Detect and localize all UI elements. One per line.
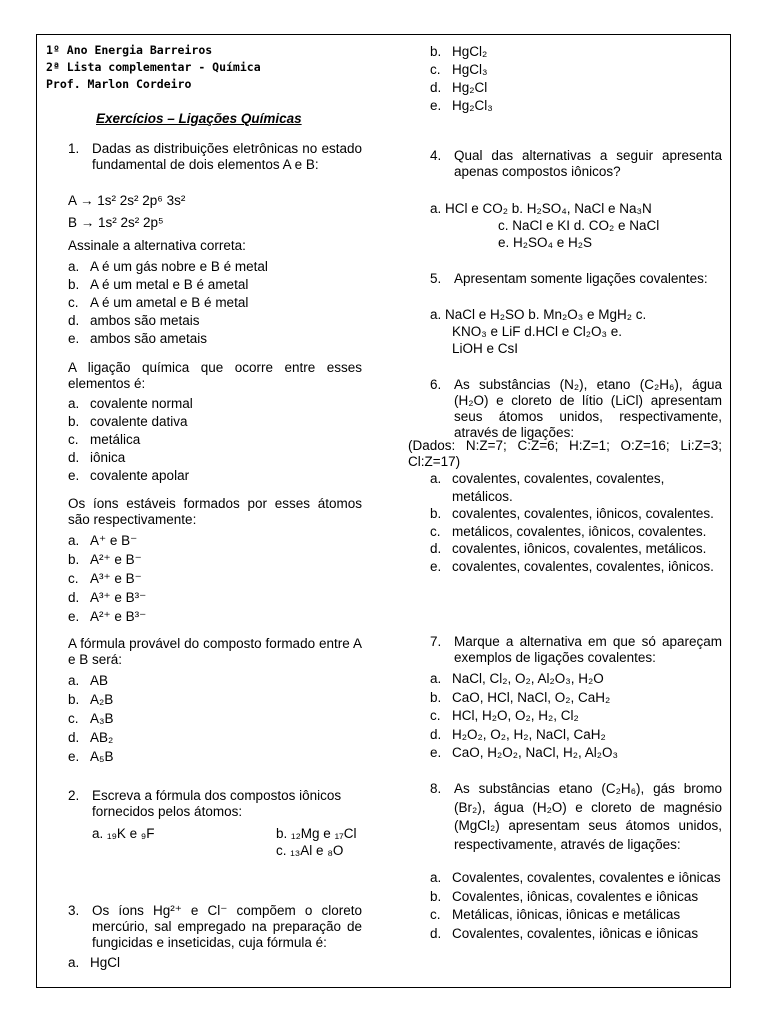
option-label: e. bbox=[430, 98, 442, 113]
option[interactable] bbox=[68, 607, 146, 626]
option-text: Hg₂Cl bbox=[452, 80, 488, 95]
option[interactable] bbox=[68, 728, 114, 747]
option-label: a. bbox=[68, 259, 80, 274]
option-text: iônica bbox=[90, 450, 126, 465]
option[interactable] bbox=[430, 925, 722, 944]
q2-stem bbox=[68, 788, 362, 820]
q5-options-line1[interactable]: a. NaCl e H₂SO b. Mn₂O₃ e MgH₂ c. bbox=[430, 307, 647, 322]
header-line-class: 1º Ano Energia Barreiros bbox=[46, 43, 213, 57]
option-text: A²⁺ e B⁻ bbox=[90, 552, 142, 567]
option-label: c. bbox=[68, 432, 79, 447]
option-text: covalente dativa bbox=[90, 414, 188, 429]
q6-number: 6. bbox=[430, 377, 442, 392]
q3-number: 3. bbox=[68, 903, 80, 918]
option-text: metálicos, covalentes, iônicos, covalentes. bbox=[452, 523, 707, 539]
q1-text: Dadas as distribuições eletrônicas no estado fundamental de dois elementos A e B: bbox=[92, 141, 362, 172]
option-label: c. bbox=[430, 907, 441, 922]
option-text: covalente apolar bbox=[90, 468, 190, 483]
option-label: c. bbox=[68, 295, 79, 310]
option-text: Hg₂Cl₃ bbox=[452, 98, 493, 113]
q2-item-b: b. ₁₂Mg e ₁₇Cl bbox=[276, 826, 357, 841]
option-label: b. bbox=[430, 888, 442, 904]
option[interactable] bbox=[430, 97, 493, 115]
option[interactable] bbox=[430, 79, 493, 97]
option-label: d. bbox=[68, 313, 80, 328]
option-label: c. bbox=[430, 708, 441, 723]
option-label: b. bbox=[430, 689, 442, 705]
option[interactable] bbox=[430, 689, 618, 708]
option-text: AB bbox=[90, 673, 109, 688]
q4-options-line1[interactable]: a. HCl e CO₂ b. H₂SO₄, NaCl e Na₃N bbox=[430, 201, 652, 216]
q4-options-line2[interactable]: c. NaCl e KI d. CO₂ e NaCl bbox=[498, 218, 660, 233]
option[interactable] bbox=[430, 906, 722, 925]
option-text: CaO, H₂O₂, NaCl, H₂, Al₂O₃ bbox=[452, 745, 618, 760]
q2-item-c: c. ₁₃Al e ₈O bbox=[276, 843, 344, 858]
q4-number: 4. bbox=[430, 148, 442, 163]
option-label: c. bbox=[68, 711, 79, 726]
option-label: a. bbox=[68, 533, 80, 548]
q2-text: Escreva a fórmula dos compostos iônicos fornecidos pelos átomos: bbox=[92, 788, 342, 819]
q4-stem bbox=[430, 148, 722, 180]
option[interactable] bbox=[68, 550, 146, 569]
option-label: a. bbox=[68, 673, 80, 688]
option-text: A é um ametal e B é metal bbox=[90, 295, 249, 310]
option-label: b. bbox=[68, 277, 80, 292]
page-title: Exercícios – Ligações Químicas bbox=[96, 111, 302, 126]
option-text: A é um metal e B é ametal bbox=[90, 277, 249, 292]
header bbox=[46, 42, 261, 93]
option-text: Covalentes, iônicas, covalentes e iônicas bbox=[452, 888, 699, 904]
option-text: HgCl₂ bbox=[452, 44, 488, 59]
q2-item-a: a. ₁₉K e ₉F bbox=[92, 826, 155, 841]
q1-part4-prompt: A fórmula provável do composto formado entre A e B será: bbox=[68, 636, 362, 667]
q7-options bbox=[430, 670, 618, 763]
option-text: covalentes, iônicos, covalentes, metálicos. bbox=[452, 541, 707, 556]
option-label: e. bbox=[68, 609, 80, 624]
option[interactable] bbox=[68, 258, 268, 276]
q4-options bbox=[430, 200, 722, 251]
option[interactable] bbox=[68, 449, 193, 467]
q8-stem bbox=[430, 780, 722, 854]
q6-dados: (Dados: N:Z=7; C:Z=6; H:Z=1; O:Z=16; Li:Z=3; Cl:Z=17) bbox=[408, 438, 722, 469]
option-label: d. bbox=[68, 450, 80, 465]
option-text: covalentes, covalentes, iônicos, covalentes. bbox=[452, 506, 714, 521]
q5-stem bbox=[430, 271, 722, 287]
option-label: e. bbox=[430, 745, 442, 760]
q6-options bbox=[430, 470, 722, 575]
q2-number: 2. bbox=[68, 788, 80, 803]
q8-options bbox=[430, 869, 722, 943]
q5-options-line2[interactable]: KNO₃ e LiF d.HCl e Cl₂O₃ e. bbox=[452, 324, 623, 339]
option-label: d. bbox=[430, 80, 442, 95]
q4-options-line3[interactable]: e. H₂SO₄ e H₂S bbox=[498, 235, 593, 250]
option-text: A²⁺ e B³⁻ bbox=[90, 609, 147, 624]
option[interactable] bbox=[68, 588, 146, 607]
q1-part1-prompt: Assinale a alternativa correta: bbox=[68, 238, 246, 253]
option[interactable] bbox=[430, 888, 722, 907]
option-text: covalente normal bbox=[90, 396, 193, 411]
option[interactable] bbox=[430, 744, 618, 763]
option[interactable] bbox=[430, 61, 493, 79]
option[interactable] bbox=[430, 43, 493, 61]
option[interactable] bbox=[68, 467, 193, 485]
option-text: ambos são ametais bbox=[90, 331, 208, 346]
option-text: HgCl₃ bbox=[452, 62, 488, 77]
q3-options-cont bbox=[430, 43, 493, 115]
option-label: d. bbox=[68, 730, 80, 745]
q3-stem bbox=[68, 903, 362, 951]
option-label: a. bbox=[430, 471, 442, 486]
option[interactable] bbox=[430, 540, 722, 558]
option-text: A³⁺ e B⁻ bbox=[90, 571, 142, 586]
option-text: HgCl bbox=[90, 955, 121, 970]
option-label: e. bbox=[68, 468, 80, 483]
option-label: b. bbox=[68, 552, 80, 567]
q7-number: 7. bbox=[430, 634, 442, 649]
option[interactable] bbox=[430, 670, 618, 689]
option-label: d. bbox=[430, 925, 442, 941]
header-line-teacher: Prof. Marlon Cordeiro bbox=[46, 77, 192, 91]
option-label: e. bbox=[68, 331, 80, 346]
option-text: A³⁺ e B³⁻ bbox=[90, 590, 147, 605]
q1-part3-options bbox=[68, 531, 146, 626]
option-label: b. bbox=[430, 506, 442, 521]
option-text: A⁺ e B⁻ bbox=[90, 533, 138, 548]
option[interactable] bbox=[68, 747, 114, 766]
option[interactable] bbox=[68, 955, 120, 971]
q1-part2-prompt: A ligação química que ocorre entre esses elementos é: bbox=[68, 360, 362, 391]
option-label: a. bbox=[68, 396, 80, 411]
option[interactable] bbox=[68, 569, 146, 588]
q1-config-a: A → 1s² 2s² 2p⁶ 3s² bbox=[68, 193, 186, 208]
option-text: A₃B bbox=[90, 711, 114, 726]
option[interactable] bbox=[68, 690, 114, 709]
q1-part3-prompt: Os íons estáveis formados por esses átomos são respectivamente: bbox=[68, 496, 362, 527]
q1-config-b: B → 1s² 2s² 2p⁵ bbox=[68, 215, 164, 230]
option-label: e. bbox=[68, 749, 80, 764]
option-text: NaCl, Cl₂, O₂, Al₂O₃, H₂O bbox=[452, 671, 604, 686]
option-text: metálica bbox=[90, 432, 141, 447]
option-label: c. bbox=[430, 523, 441, 539]
option-label: a. bbox=[68, 955, 80, 970]
q4-text: Qual das alternativas a seguir apresenta apenas compostos iônicos? bbox=[454, 148, 722, 179]
option-text: A₅B bbox=[90, 749, 114, 764]
option[interactable] bbox=[68, 294, 268, 312]
option-label: d. bbox=[68, 590, 80, 605]
option-label: a. bbox=[430, 870, 442, 885]
q1-part1-options bbox=[68, 258, 268, 348]
option[interactable] bbox=[430, 707, 618, 726]
option[interactable] bbox=[68, 709, 114, 728]
q5-options bbox=[430, 306, 722, 357]
option-label: e. bbox=[430, 558, 442, 574]
option-label: a. bbox=[430, 671, 442, 686]
q1-part2-options bbox=[68, 395, 193, 485]
option-label: b. bbox=[430, 44, 442, 59]
q7-text: Marque a alternativa em que só apareçam exemplos de ligações covalentes: bbox=[454, 634, 722, 665]
q5-options-line3[interactable]: LiOH e CsI bbox=[452, 341, 519, 356]
option[interactable] bbox=[68, 312, 268, 330]
q3-text: Os íons Hg²⁺ e Cl⁻ compõem o cloreto mercúrio, sal empregado na preparação de fungicidas e inseticidas, cuja fórmula é: bbox=[92, 903, 362, 950]
option[interactable] bbox=[68, 671, 114, 690]
option-text: covalentes, covalentes, covalentes, metálicos. bbox=[452, 471, 665, 504]
option[interactable] bbox=[430, 869, 722, 888]
option[interactable] bbox=[68, 395, 193, 413]
option-label: d. bbox=[430, 726, 442, 742]
option[interactable] bbox=[68, 330, 268, 348]
option-label: b. bbox=[68, 414, 80, 429]
option[interactable] bbox=[68, 413, 193, 431]
q1-stem bbox=[68, 141, 362, 173]
option[interactable] bbox=[430, 726, 618, 745]
option[interactable] bbox=[430, 523, 722, 541]
q7-stem bbox=[430, 634, 722, 666]
option[interactable] bbox=[430, 505, 722, 523]
option-text: Covalentes, covalentes, covalentes e iônicas bbox=[452, 870, 721, 885]
option[interactable] bbox=[430, 558, 722, 576]
header-line-list: 2ª Lista complementar - Química bbox=[46, 60, 261, 74]
q6-text: As substâncias (N₂), etano (C₂H₆), água (H₂O) e cloreto de lítio (LiCl) apresentam seus átomos unidos, respectivamente, através de ligações: bbox=[454, 377, 722, 440]
q8-number: 8. bbox=[430, 781, 442, 796]
q5-number: 5. bbox=[430, 271, 442, 286]
option-text: A₂B bbox=[90, 692, 114, 707]
q6-stem bbox=[430, 377, 722, 441]
option-text: A é um gás nobre e B é metal bbox=[90, 259, 268, 274]
option[interactable] bbox=[68, 276, 268, 294]
q5-text: Apresentam somente ligações covalentes: bbox=[454, 271, 708, 286]
option-label: d. bbox=[430, 541, 442, 556]
q1-part4-options bbox=[68, 671, 114, 766]
option-text: AB₂ bbox=[90, 730, 114, 745]
option-label: c. bbox=[430, 62, 441, 77]
option-label: b. bbox=[68, 692, 80, 707]
option-text: HCl, H₂O, O₂, H₂, Cl₂ bbox=[452, 708, 579, 723]
option-text: H₂O₂, O₂, H₂, NaCl, CaH₂ bbox=[452, 726, 606, 742]
option-text: Metálicas, iônicas, iônicas e metálicas bbox=[452, 907, 681, 922]
q1-number: 1. bbox=[68, 141, 80, 156]
option-text: ambos são metais bbox=[90, 313, 200, 328]
option[interactable] bbox=[68, 431, 193, 449]
option-text: Covalentes, covalentes, iônicas e iônicas bbox=[452, 925, 699, 941]
option[interactable] bbox=[430, 470, 722, 505]
option[interactable] bbox=[68, 531, 146, 550]
option-label: c. bbox=[68, 571, 79, 586]
q8-text: As substâncias etano (C₂H₆), gás bromo (Br₂), água (H₂O) e cloreto de magnésio (MgCl₂) apresentam seus átomos unidos, respectivamente, através de ligações: bbox=[454, 781, 722, 852]
option-text: covalentes, covalentes, covalentes, iônicos. bbox=[452, 558, 714, 574]
option-text: CaO, HCl, NaCl, O₂, CaH₂ bbox=[452, 689, 611, 705]
